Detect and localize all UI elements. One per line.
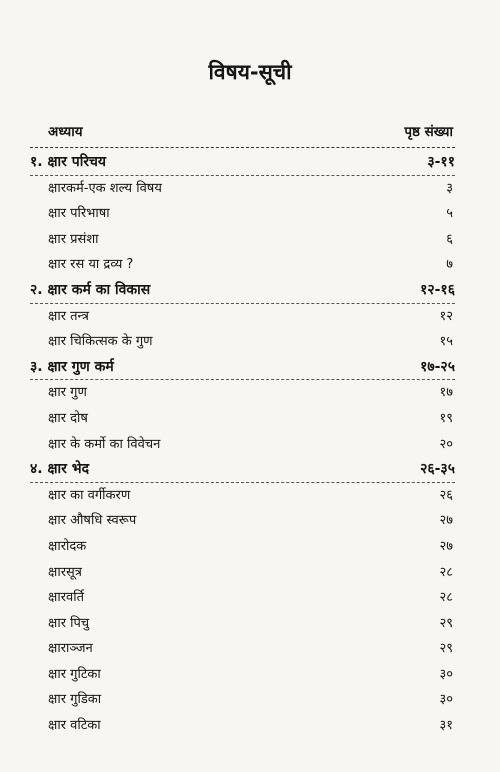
entry-title: क्षार चिकित्सक के गुण [48, 334, 153, 350]
header-divider [30, 147, 455, 148]
toc-entry-row [0, 534, 500, 560]
entry-title: क्षार गुण [48, 385, 87, 401]
toc-entry-row [0, 380, 500, 406]
entry-title: क्षार तन्त्र [48, 308, 89, 324]
page-number: ७ [446, 257, 453, 273]
entry-title: क्षारोदक [48, 538, 87, 554]
entry-title: क्षार दोष [48, 410, 88, 426]
page-title: विषय-सूची [208, 60, 292, 84]
page-number: २८ [439, 590, 453, 606]
toc-entry-row [0, 585, 500, 611]
entry-title: क्षाराञ्जन [48, 641, 93, 657]
page-number-column-header: पृष्ठ संख्या [404, 124, 453, 140]
page-number: १७-२५ [420, 358, 455, 375]
page-number: ३-११ [427, 154, 455, 170]
toc-entry-row [0, 201, 500, 227]
page-number: ५ [446, 206, 453, 222]
toc-entry-row [0, 304, 500, 330]
toc-chapter-row [0, 278, 500, 304]
entry-title: क्षार वटिका [48, 718, 101, 734]
toc-header [48, 122, 453, 140]
page-number: २६-३५ [420, 461, 455, 478]
entry-title: क्षारसूत्र [48, 564, 82, 580]
entry-title: क्षारवर्ति [48, 590, 85, 606]
toc-chapter-row [0, 150, 500, 176]
entry-title: क्षार रस या द्रव्य ? [48, 257, 134, 273]
toc-entry-row [0, 252, 500, 278]
entry-title: क्षार के कर्मो का विवेचन [48, 436, 161, 452]
entry-title: क्षार प्रसंशा [48, 231, 99, 247]
toc-chapter-row [0, 457, 500, 483]
page-number: २७ [439, 513, 453, 529]
page-number: २९ [439, 615, 453, 631]
page-number: १२-१६ [420, 281, 455, 298]
toc-entries [0, 150, 500, 739]
chapter-column-header: अध्याय [48, 124, 83, 140]
page-number: ३१ [439, 718, 453, 734]
toc-entry-row [0, 713, 500, 739]
page-number: २६ [439, 487, 453, 503]
page-number: १९ [439, 410, 453, 426]
chapter-title: १. क्षार परिचय [30, 154, 107, 170]
entry-title: क्षार औषधि स्वरूप [48, 513, 137, 529]
page-number: ३ [446, 180, 453, 196]
chapter-title: २. क्षार कर्म का विकास [30, 281, 151, 298]
page-number: ३० [439, 692, 453, 708]
entry-title: क्षार पिचु [48, 615, 90, 631]
page-number: ६ [446, 231, 453, 247]
toc-entry-row [0, 611, 500, 637]
entry-title: क्षारकर्म-एक शल्य विषय [48, 180, 162, 196]
toc-entry-row [0, 176, 500, 202]
page-number: २९ [439, 641, 453, 657]
toc-entry-row [0, 227, 500, 253]
toc-entry-row [0, 636, 500, 662]
toc-entry-row [0, 687, 500, 713]
entry-title: क्षार गुटिका [48, 666, 101, 682]
toc-entry-row [0, 662, 500, 688]
entry-title: क्षार परिभाषा [48, 206, 110, 222]
page-number: १७ [439, 385, 453, 401]
toc-entry-row [0, 483, 500, 509]
page-number: २८ [439, 564, 453, 580]
toc-entry-row [0, 329, 500, 355]
page-number: ३० [439, 666, 453, 682]
toc-entry-row [0, 432, 500, 458]
page-number: २७ [439, 538, 453, 554]
chapter-title: ३. क्षार गुण कर्म [30, 358, 114, 375]
page-number: १५ [439, 334, 453, 350]
page-number: २० [439, 436, 453, 452]
chapter-title: ४. क्षार भेद [30, 461, 90, 478]
entry-title: क्षार गुडिका [48, 692, 102, 708]
entry-title: क्षार का वर्गीकरण [48, 487, 131, 503]
toc-entry-row [0, 560, 500, 586]
toc-chapter-row [0, 355, 500, 381]
toc-entry-row [0, 508, 500, 534]
page-number: १२ [439, 308, 453, 324]
toc-entry-row [0, 406, 500, 432]
